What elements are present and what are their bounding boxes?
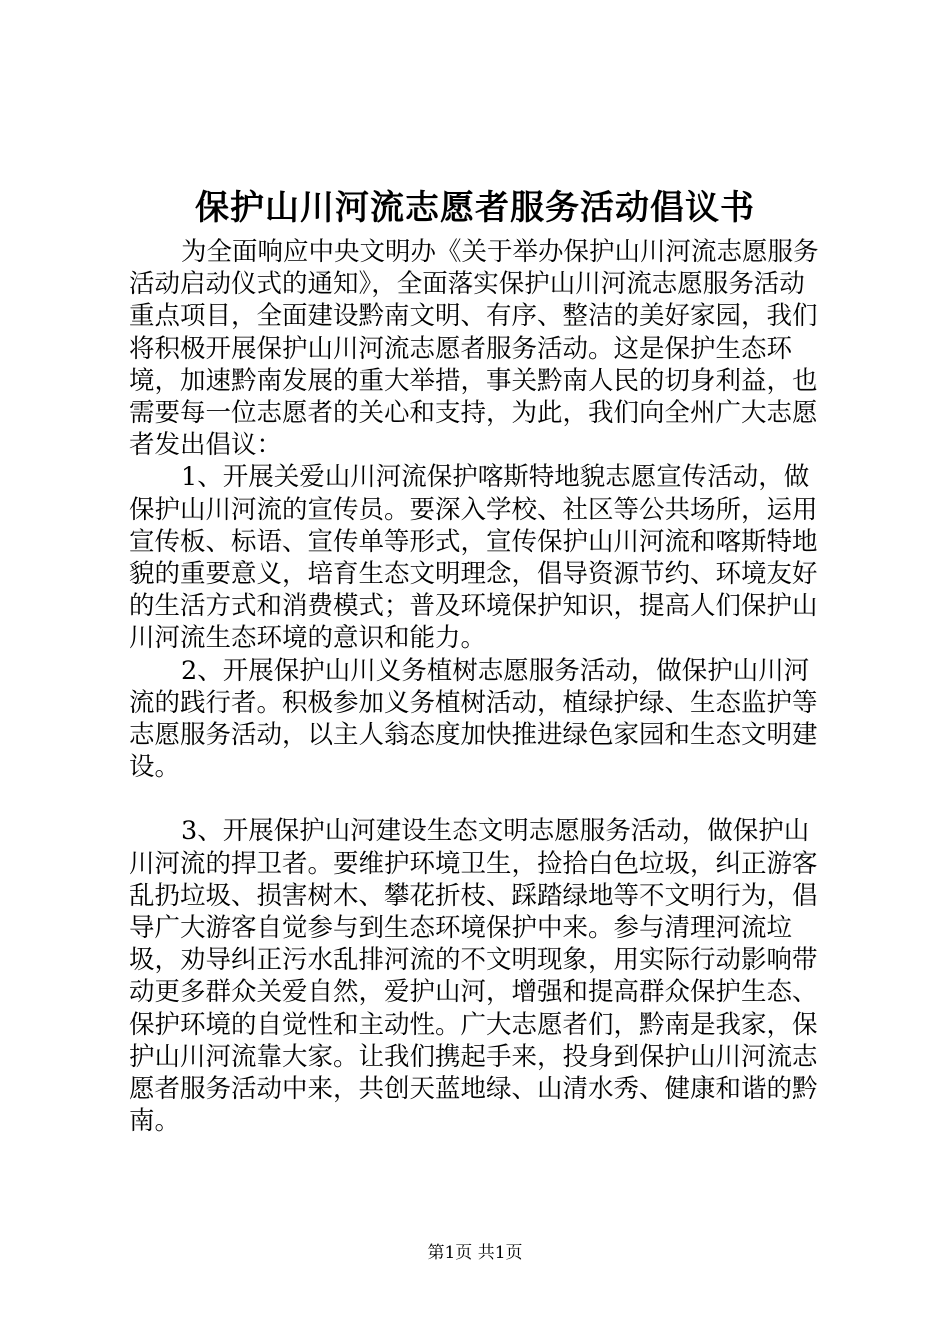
proposal-2-text: 2、开展保护山川义务植树志愿服务活动，做保护山川河流的践行者。积极参加义务植树活动，植绿护绿、生态监护等志愿服务活动，以主人翁态度加快推进绿色家园和生态文明建设。	[129, 655, 818, 783]
intro-paragraph-text: 为全面响应中央文明办《关于举办保护山川河流志愿服务活动启动仪式的通知》，全面落实保护山川河流志愿服务活动重点项目，全面建设黔南文明、有序、整洁的美好家园，我们将积极开展保护山川河流志愿者服务活动。这是保护生态环境，加速黔南发展的重大举措，事关黔南人民的切身利益，也需要每一位志愿者的关心和支持，为此，我们向全州广大志愿者发出倡议：	[129, 237, 819, 461]
proposal-2-paragraph	[129, 655, 829, 784]
proposal-3-paragraph	[129, 815, 829, 1137]
document-title: 保护山川河流志愿者服务活动倡议书	[195, 188, 755, 228]
paragraph-spacer	[129, 783, 829, 815]
intro-paragraph	[129, 236, 829, 461]
document-body	[129, 236, 829, 1137]
proposal-1-paragraph	[129, 461, 829, 654]
proposal-1-text: 1、开展关爱山川河流保护喀斯特地貌志愿宣传活动，做保护山川河流的宣传员。要深入学校、社区等公共场所，运用宣传板、标语、宣传单等形式，宣传保护山川河流和喀斯特地貌的重要意义，培育生态文明理念，倡导资源节约、环境友好的生活方式和消费模式；普及环境保护知识，提高人们保护山川河流生态环境的意识和能力。	[129, 462, 818, 654]
proposal-3-text: 3、开展保护山河建设生态文明志愿服务活动，做保护山川河流的捍卫者。要维护环境卫生，捡拾白色垃圾，纠正游客乱扔垃圾、损害树木、攀花折枝、踩踏绿地等不文明行为，倡导广大游客自觉参与到生态环境保护中来。参与清理河流垃圾，劝导纠正污水乱排河流的不文明现象，用实际行动影响带动更多群众关爱自然，爱护山河，增强和提高群众保护生态、保护环境的自觉性和主动性。广大志愿者们，黔南是我家，保护山川河流靠大家。让我们携起手来，投身到保护山川河流志愿者服务活动中来，共创天蓝地绿、山清水秀、健康和谐的黔南。	[129, 816, 818, 1137]
page-number-footer: 第1页 共1页	[427, 1243, 523, 1263]
